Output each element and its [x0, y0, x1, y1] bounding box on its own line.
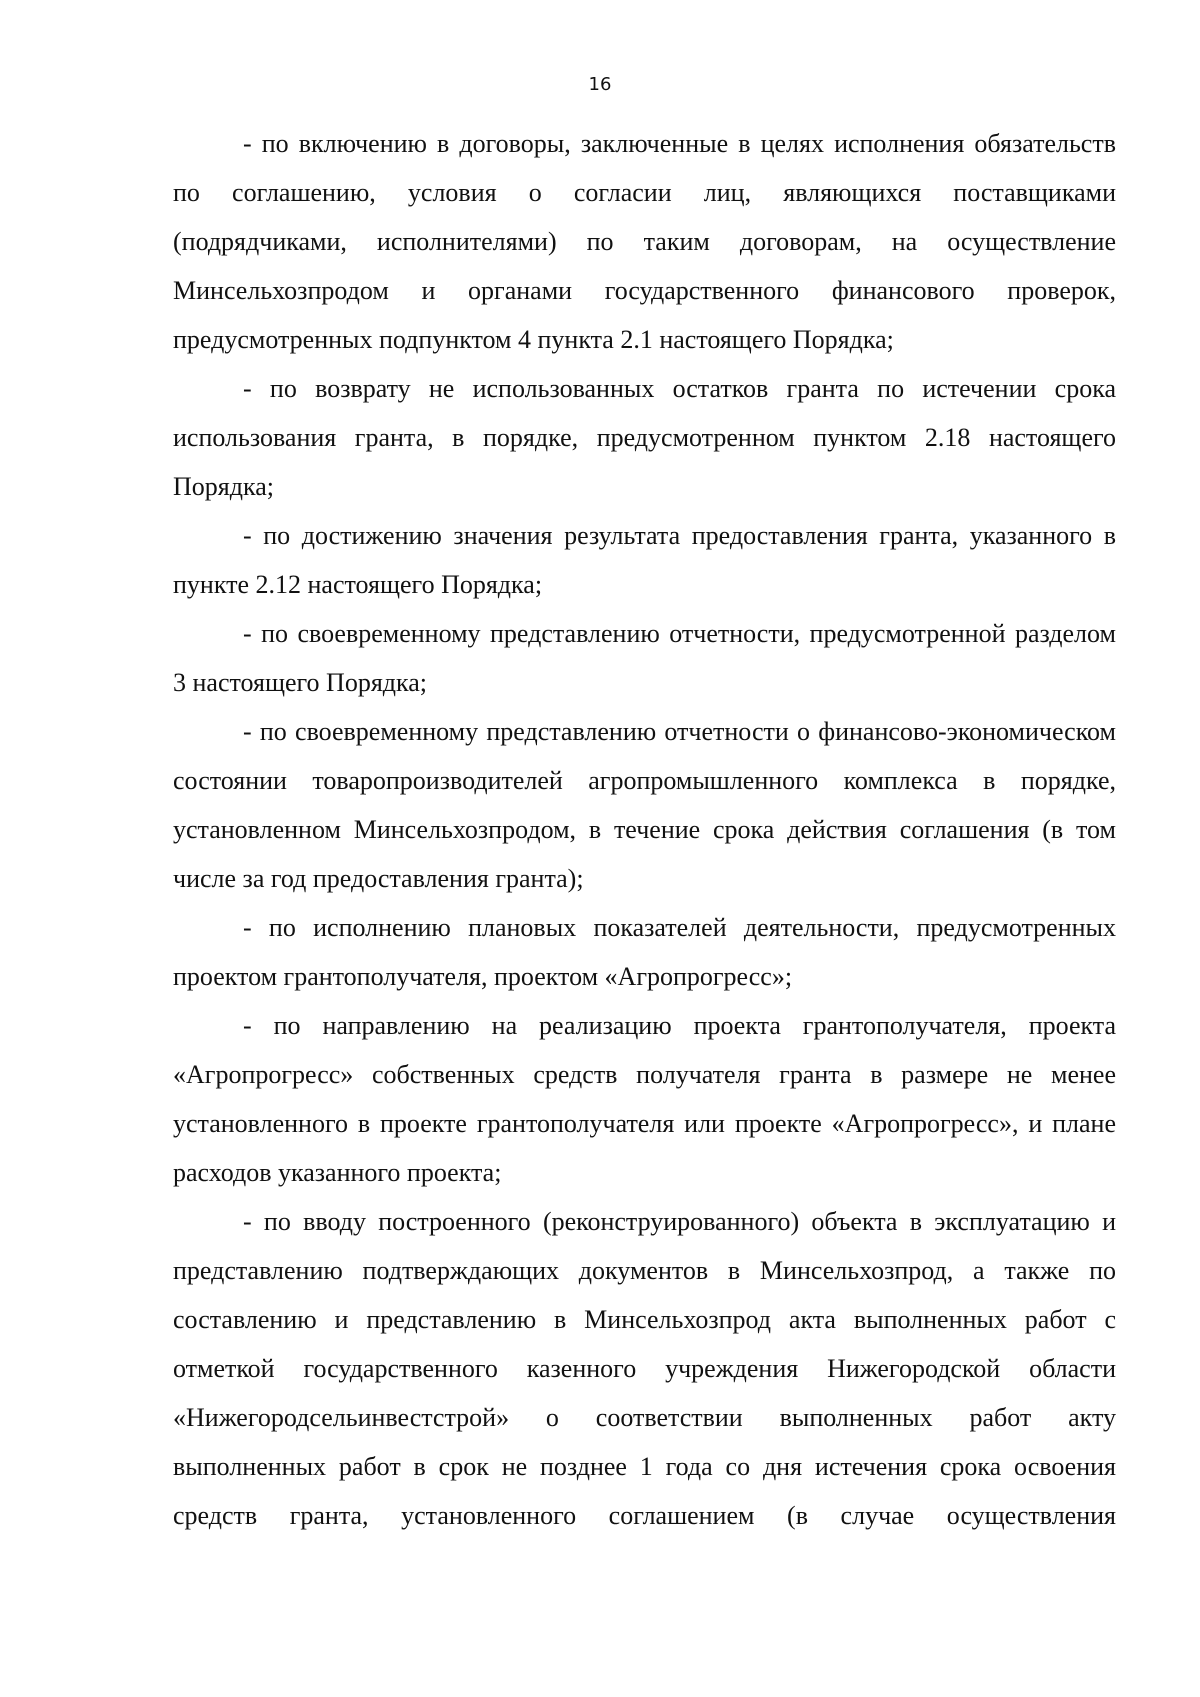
- paragraph-return-of-balances: - по возврату не использованных остатков гранта по истечении срока использования гранта, в порядке, предусмотренном пунктом 2.18 настоящего Порядка;: [173, 374, 1116, 501]
- document-body: [173, 119, 1116, 1540]
- paragraph-timely-reporting: - по своевременному представлению отчетности, предусмотренной разделом 3 настоящего Порядка;: [173, 619, 1116, 697]
- paragraph-own-funds: - по направлению на реализацию проекта грантополучателя, проекта «Агропрогресс» собственных средств получателя гранта в размере не менее установленного в проекте грантополучателя или проекте «Агропрогресс», и плане расходов указанного проекта;: [173, 1011, 1116, 1187]
- paragraph-contractor-consent: - по включению в договоры, заключенные в целях исполнения обязательств по соглашению, условия о согласии лиц, являющихся поставщиками (подрядчиками, исполнителями) по таким договорам, на осуществление Минсельхозпродом и органами государственного финансового проверок, предусмотренных подпунктом 4 пункта 2.1 настоящего Порядка;: [173, 129, 1116, 354]
- paragraph-commissioning: - по вводу построенного (реконструированного) объекта в эксплуатацию и представлению подтверждающих документов в Минсельхозпрод, а также по составлению и представлению в Минсельхозпрод акта выполненных работ с отметкой государственного казенного учреждения Нижегородской области «Нижегородсельинвестстрой» о соответствии выполненных работ акту выполненных работ в срок не позднее 1 года со дня истечения срока освоения средств гранта, установленного соглашением (в случае осуществления: [173, 1207, 1116, 1530]
- paragraph-result-achievement: - по достижению значения результата предоставления гранта, указанного в пункте 2.12 настоящего Порядка;: [173, 521, 1116, 599]
- paragraph-financial-economic-reporting: - по своевременному представлению отчетности о финансово-экономическом состоянии товаропроизводителей агропромышленного комплекса в порядке, установленном Минсельхозпродом, в течение срока действия соглашения (в том числе за год предоставления гранта);: [173, 717, 1116, 893]
- paragraph-planned-indicators: - по исполнению плановых показателей деятельности, предусмотренных проектом грантополучателя, проектом «Агропрогресс»;: [173, 913, 1116, 991]
- page-number: 16: [588, 74, 612, 95]
